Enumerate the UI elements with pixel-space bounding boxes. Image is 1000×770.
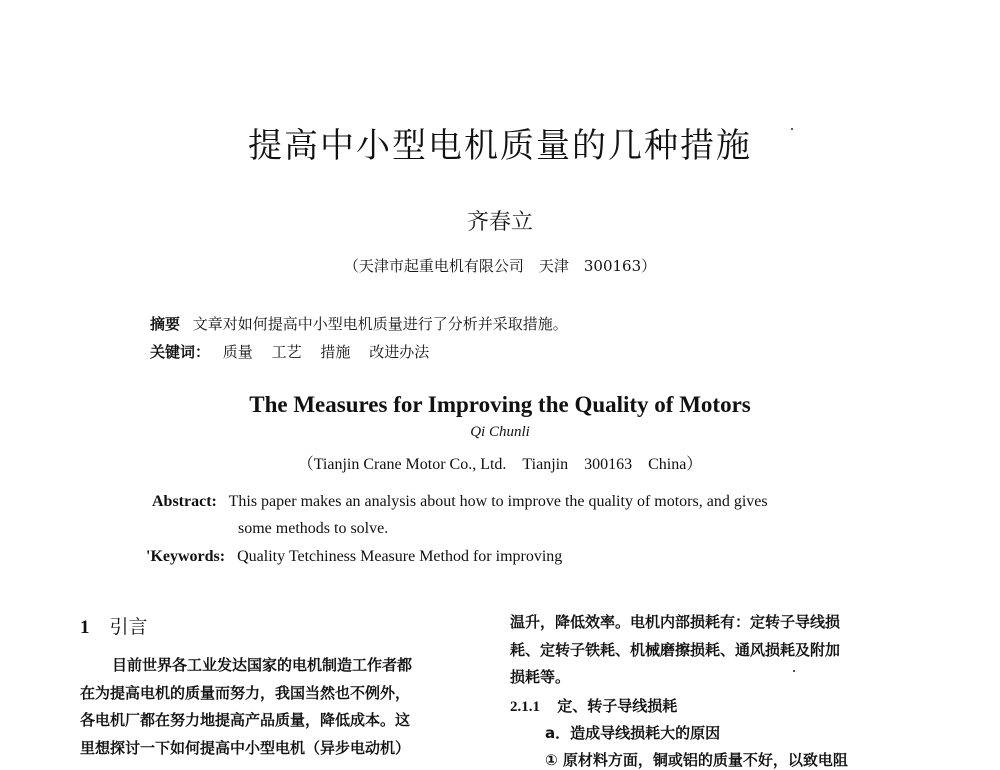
list-item: a．造成导线损耗大的原因: [545, 724, 721, 742]
keyword-cn: 措施: [320, 343, 351, 361]
abstract-en-label: Abstract:: [152, 493, 217, 510]
keywords-en-label: 'Keywords:: [146, 548, 226, 565]
abstract-cn-label: 摘要: [150, 315, 181, 333]
affiliation-cn: （天津市起重电机有限公司 天津 300163）: [343, 257, 657, 275]
body-text-line: 各电机厂都在努力地提高产品质量，降低成本。这: [80, 711, 411, 729]
list-item: ① 原材料方面，铜或铝的质量不好，以致电阻: [545, 751, 848, 769]
body-text-line: 在为提高电机的质量而努力，我国当然也不例外，: [80, 684, 411, 702]
body-text-line: 目前世界各工业发达国家的电机制造工作者都: [112, 656, 413, 674]
section-title: 引言: [109, 616, 148, 638]
subsection-heading: [510, 695, 677, 716]
abstract-en: [152, 493, 768, 511]
keyword-cn: 质量: [222, 343, 253, 361]
paper-title-cn: 提高中小型电机质量的几种措施: [248, 126, 752, 166]
author-name-en: Qi Chunli: [470, 424, 530, 440]
keywords-cn: [150, 341, 429, 362]
abstract-en-line2: some methods to solve.: [238, 520, 389, 537]
scan-speck: [791, 128, 793, 130]
section-number: 1: [80, 617, 90, 638]
abstract-cn-text: 文章对如何提高中小型电机质量进行了分析并采取措施。: [192, 315, 568, 333]
body-text-line: 耗、定转子铁耗、机械磨擦损耗、通风损耗及附加: [510, 641, 841, 659]
scan-speck: [793, 670, 795, 672]
subsection-title: 定、转子导线损耗: [557, 697, 678, 715]
keywords-cn-label: 关键词：: [150, 343, 211, 361]
subsection-number: 2.1.1: [510, 699, 540, 715]
keyword-cn: 工艺: [271, 343, 302, 361]
keywords-en-text: Quality Tetchiness Measure Method for improving: [237, 548, 563, 565]
body-text-line: 里想探讨一下如何提高中小型电机（异步电动机）: [80, 739, 411, 757]
author-name-cn: 齐春立: [466, 210, 533, 235]
keyword-cn: 改进办法: [369, 343, 430, 361]
section-heading: [80, 612, 148, 639]
abstract-en-line1: This paper makes an analysis about how to improve the quality of motors, and gives: [228, 493, 768, 510]
body-text-line: 损耗等。: [510, 668, 571, 686]
affiliation-en: （Tianjin Crane Motor Co., Ltd. Tianjin 300163 China）: [297, 456, 703, 473]
abstract-cn: [150, 313, 568, 334]
body-text-line: 温升，降低效率。电机内部损耗有：定转子导线损: [510, 613, 841, 631]
paper-title-en: The Measures for Improving the Quality of Motors: [249, 392, 751, 417]
keywords-en: [146, 548, 562, 566]
